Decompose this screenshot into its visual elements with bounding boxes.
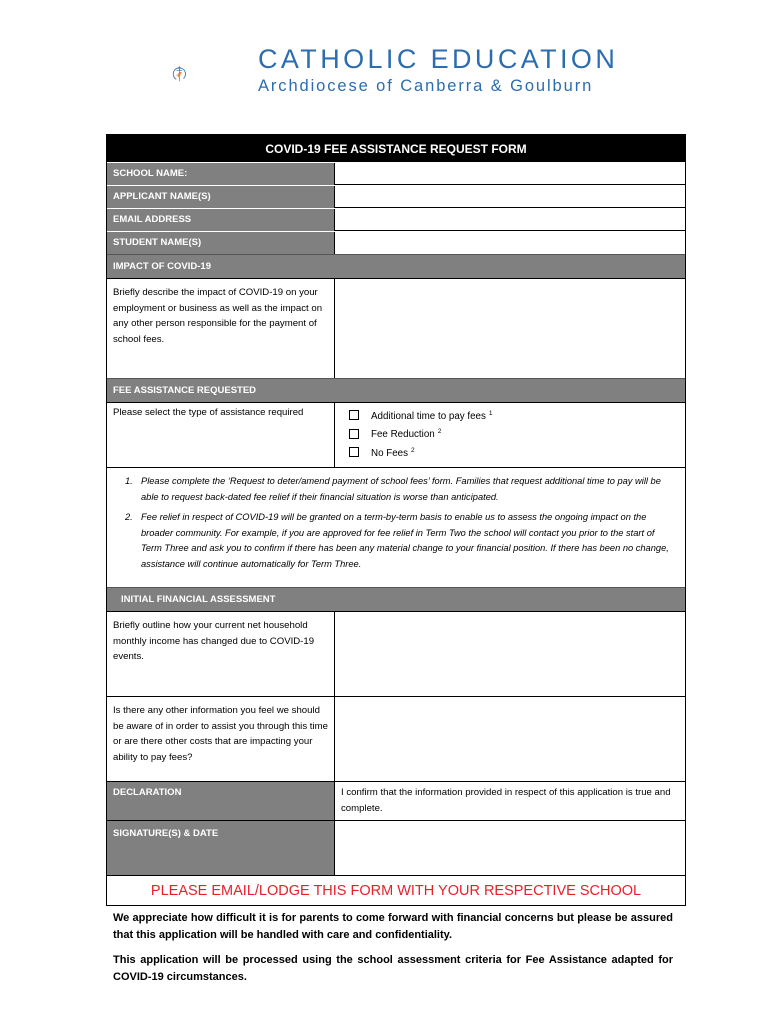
footnote-text: Please complete the ‘Request to deter/amend payment of school fees’ form. Families that request additional time to pay will be able to request back-dated fee relief if their financial situation is worse than anticipated. — [141, 476, 661, 502]
option-note: 2 — [411, 446, 415, 454]
impact-row — [107, 278, 685, 378]
checkbox[interactable] — [349, 429, 359, 439]
applicant-names-label: APPLICANT NAME(S) — [107, 186, 335, 208]
email-field[interactable] — [335, 209, 685, 231]
lodge-notice: PLEASE EMAIL/LODGE THIS FORM WITH YOUR RESPECTIVE SCHOOL — [107, 875, 685, 905]
income-question: Briefly outline how your current net household monthly income has changed due to COVID-19 events. — [107, 612, 335, 696]
footnote — [125, 510, 677, 572]
impact-question: Briefly describe the impact of COVID-19 on your employment or business as well as the impact on any other person responsible for the payment of school fees. — [107, 279, 335, 378]
declaration-text: I confirm that the information provided in respect of this application is true and complete. — [341, 787, 671, 814]
income-answer-field[interactable] — [335, 612, 685, 696]
impact-answer-field[interactable] — [335, 279, 685, 378]
school-name-row — [107, 162, 685, 185]
email-label: EMAIL ADDRESS — [107, 209, 335, 231]
income-row — [107, 611, 685, 696]
other-info-row — [107, 696, 685, 781]
closing-paragraph-1: We appreciate how difficult it is for parents to come forward with financial concerns but please be assured that this application will be handled with care and confidentiality. — [113, 912, 673, 941]
applicant-names-field[interactable] — [335, 186, 685, 208]
assistance-prompt: Please select the type of assistance required — [107, 403, 335, 467]
option-no-fees[interactable] — [349, 444, 685, 463]
form-title: COVID-19 FEE ASSISTANCE REQUEST FORM — [107, 135, 685, 162]
option-label: Fee Reduction — [371, 429, 435, 441]
declaration-label: DECLARATION — [107, 782, 335, 820]
catholic-education-logo-icon — [172, 34, 262, 114]
org-subtitle: Archdiocese of Canberra & Goulburn — [258, 77, 594, 95]
financial-heading: INITIAL FINANCIAL ASSESSMENT — [107, 587, 685, 611]
school-name-label: SCHOOL NAME: — [107, 163, 335, 185]
assistance-row — [107, 402, 685, 467]
option-label: Additional time to pay fees — [371, 410, 486, 422]
student-names-label: STUDENT NAME(S) — [107, 232, 335, 254]
option-fee-reduction[interactable] — [349, 426, 685, 445]
email-row — [107, 208, 685, 231]
signature-row — [107, 820, 685, 875]
option-additional-time[interactable] — [349, 407, 685, 426]
footnotes — [107, 467, 685, 587]
option-note: 1 — [488, 409, 493, 417]
other-info-answer-field[interactable] — [335, 697, 685, 781]
student-names-row — [107, 231, 685, 254]
assistance-heading: FEE ASSISTANCE REQUESTED — [107, 378, 685, 402]
option-label: No Fees — [371, 447, 409, 459]
footnote — [125, 474, 677, 505]
signature-field[interactable] — [335, 821, 685, 875]
impact-heading: IMPACT OF COVID-19 — [107, 254, 685, 278]
footnote-number: 2. — [125, 512, 133, 522]
footnote-number: 1. — [125, 476, 133, 486]
assistance-options — [335, 403, 685, 467]
checkbox[interactable] — [349, 410, 359, 420]
signature-label: SIGNATURE(S) & DATE — [107, 821, 335, 875]
student-names-field[interactable] — [335, 232, 685, 254]
footnote-text: Fee relief in respect of COVID-19 will be granted on a term-by-term basis to enable us to assess the ongoing impact on the broader community. For example, if you are approved for fee relief in Term Two the school will contact you prior to the start of Term Three and ask you to confirm if there has been any material change to your financial position. If there has been no change, assistance will continue automatically for Term Three. — [141, 512, 669, 569]
fee-assistance-form — [106, 134, 686, 906]
closing-paragraph-2: This application will be processed using the school assessment criteria for Fee Assistance adapted for COVID-19 circumstances. — [113, 954, 673, 983]
declaration-row — [107, 781, 685, 820]
org-title: CATHOLIC EDUCATION — [258, 44, 619, 74]
option-note: 2 — [437, 428, 442, 436]
checkbox[interactable] — [349, 447, 359, 457]
school-name-field[interactable] — [335, 163, 685, 185]
applicant-names-row — [107, 185, 685, 208]
other-info-question: Is there any other information you feel we should be aware of in order to assist you through this time or are there other costs that are impacting your ability to pay fees? — [107, 697, 335, 781]
